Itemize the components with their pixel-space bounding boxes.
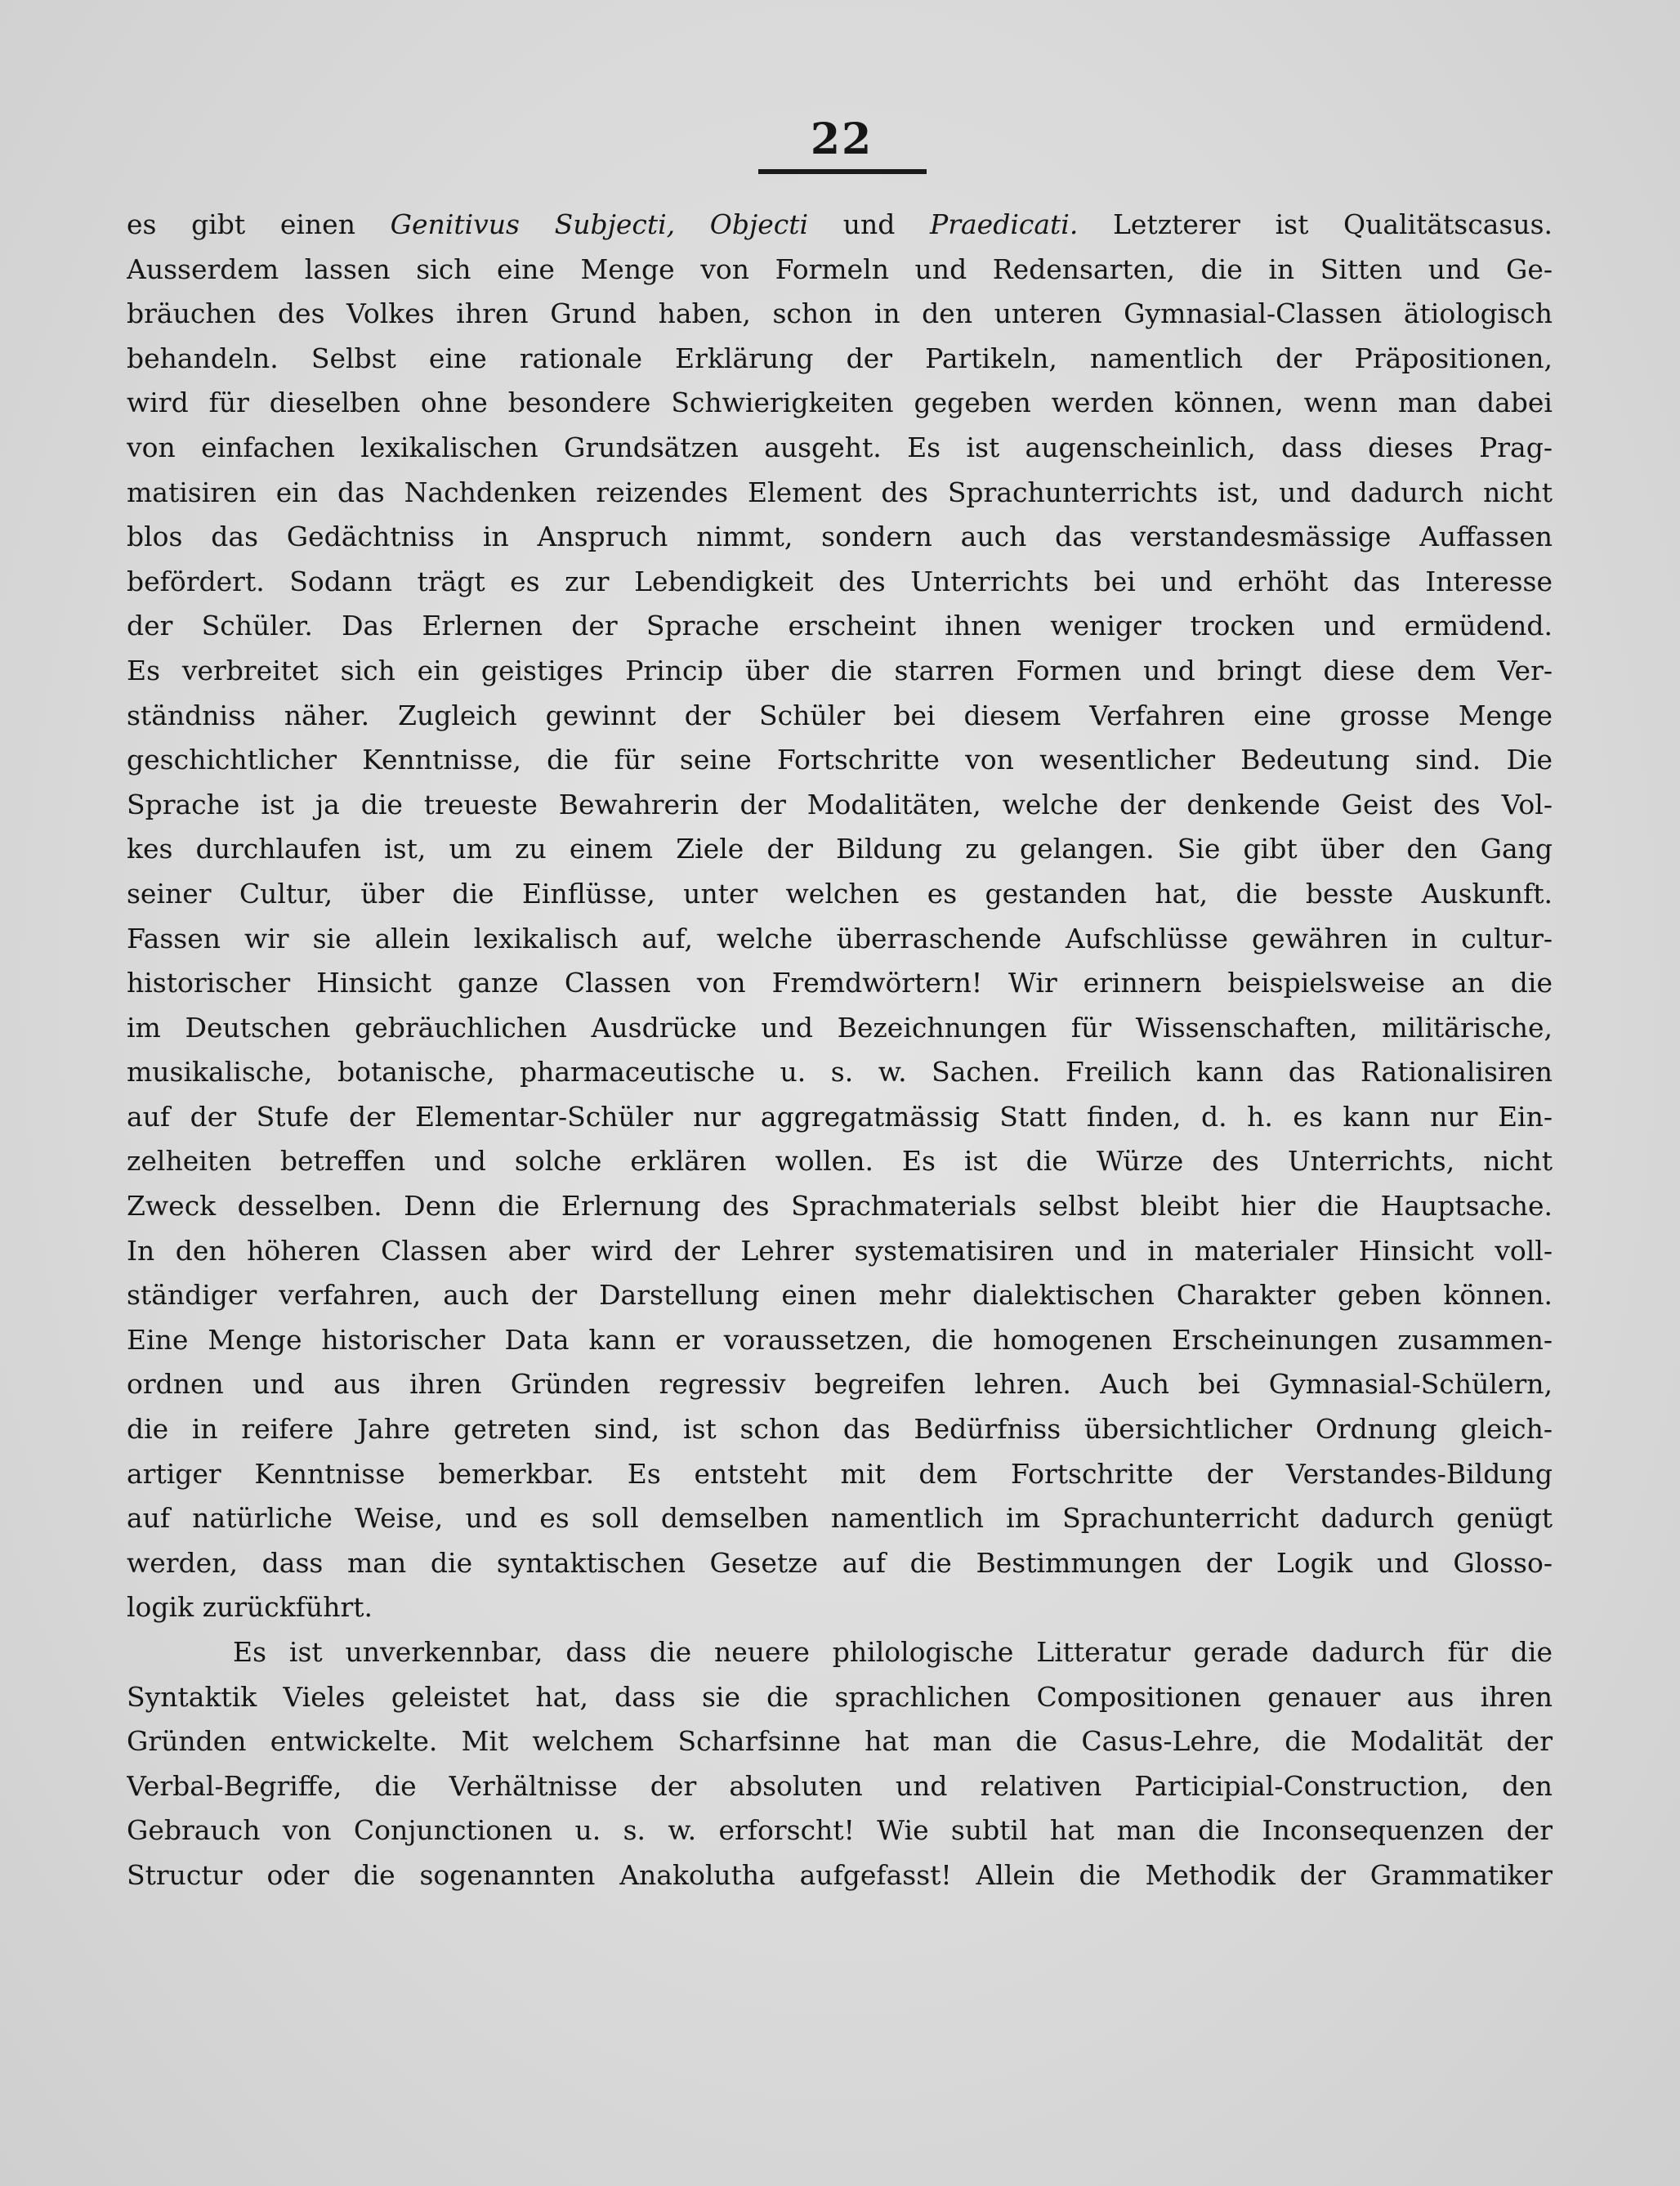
text-run: Fassen wir sie allein lexikalisch auf, welche überraschende Aufschlüsse gewähren in cultur- [127, 922, 1553, 954]
text-line [127, 917, 1553, 962]
text-line [127, 381, 1553, 426]
text-line [127, 248, 1553, 293]
text-run: Gebrauch von Conjunctionen u. s. w. erforscht! Wie subtil hat man die Inconsequenzen der [127, 1814, 1553, 1847]
text-run: geschichtlicher Kenntnisse, die für seine Fortschritte von wesentlicher Bedeutung sind. Die [127, 744, 1553, 776]
text-line [127, 1095, 1553, 1140]
text-line [127, 1050, 1553, 1095]
text-run: Eine Menge historischer Data kann er voraussetzen, die homogenen Erscheinungen zusammen- [127, 1323, 1553, 1356]
body-text [127, 203, 1553, 1898]
text-line [127, 1273, 1553, 1318]
text-run: auf der Stufe der Elementar-Schüler nur aggregatmässig Statt finden, d. h. es kann nur Ein- [127, 1100, 1553, 1133]
text-run: ordnen und aus ihren Gründen regressiv begreifen lehren. Auch bei Gymnasial-Schülern, [127, 1368, 1553, 1401]
text-run: seiner Cultur, über die Einflüsse, unter welchen es gestanden hat, die besste Auskunft. [127, 877, 1553, 910]
text-line [127, 292, 1553, 337]
text-run: im Deutschen gebräuchlichen Ausdrücke und Bezeichnungen für Wissenschaften, militärische, [127, 1011, 1553, 1044]
text-line [127, 1541, 1553, 1586]
text-line [127, 1006, 1553, 1051]
text-run: musikalische, botanische, pharmaceutische u. s. w. Sachen. Freilich kann das Rationalisiren [127, 1056, 1553, 1089]
text-line [127, 203, 1553, 248]
text-run: blos das Gedächtniss in Anspruch nimmt, sondern auch das verstandesmässige Auffassen [127, 521, 1553, 553]
text-line [127, 1139, 1553, 1184]
text-line [127, 1407, 1553, 1452]
text-line [127, 604, 1553, 649]
text-run: der Schüler. Das Erlernen der Sprache erscheint ihnen weniger trocken und ermüdend. [127, 610, 1553, 642]
text-run: wird für dieselben ohne besondere Schwierigkeiten gegeben werden können, wenn man dabei [127, 387, 1553, 419]
text-line [127, 560, 1553, 605]
text-line [127, 961, 1553, 1006]
text-run: logik zurückführt. [127, 1591, 373, 1624]
text-line [127, 1496, 1553, 1541]
text-run: ständniss näher. Zugleich gewinnt der Schüler bei diesem Verfahren eine grosse Menge [127, 699, 1553, 731]
text-line [127, 515, 1553, 560]
text-run: Es verbreitet sich ein geistiges Princip über die starren Formen und bringt diese dem Ver- [127, 654, 1553, 686]
text-line [127, 1184, 1553, 1229]
text-run: auf natürliche Weise, und es soll demselben namentlich im Sprachunterricht dadurch genügt [127, 1502, 1553, 1535]
text-run: befördert. Sodann trägt es zur Lebendigkeit des Unterrichts bei und erhöht das Interesse [127, 565, 1553, 597]
text-line [127, 827, 1553, 872]
text-run: Ausserdem lassen sich eine Menge von Formeln und Redensarten, die in Sitten und Ge- [127, 253, 1553, 285]
text-run: historischer Hinsicht ganze Classen von Fremdwörtern! Wir erinnern beispielsweise an die [127, 967, 1553, 999]
text-line [127, 426, 1553, 471]
text-line [127, 872, 1553, 917]
text-line [127, 1808, 1553, 1853]
text-run: bräuchen des Volkes ihren Grund haben, schon in den unteren Gymnasial-Classen ätiologisch [127, 297, 1553, 330]
text-line [127, 471, 1553, 516]
text-run: werden, dass man die syntaktischen Gesetze auf die Bestimmungen der Logik und Glosso- [127, 1546, 1553, 1579]
text-line [127, 738, 1553, 783]
text-line [127, 1229, 1553, 1274]
text-line [127, 1318, 1553, 1363]
text-line [127, 1630, 1553, 1675]
text-run: Letzterer ist Qualitätscasus. [1078, 208, 1553, 240]
text-run: Sprache ist ja die treueste Bewahrerin der Modalitäten, welche der denkende Geist des Vol- [127, 788, 1553, 820]
text-run: es gibt einen [127, 208, 391, 240]
text-line [127, 1585, 1553, 1630]
page-number-rule [758, 169, 927, 174]
text-run: Syntaktik Vieles geleistet hat, dass sie die sprachlichen Compositionen genauer aus ihren [127, 1680, 1553, 1713]
italic-text: Genitivus Subjecti, Objecti [390, 208, 809, 240]
text-run: kes durchlaufen ist, um zu einem Ziele der Bildung zu gelangen. Sie gibt über den Gang [127, 833, 1553, 865]
text-line [127, 1675, 1553, 1720]
text-run: ständiger verfahren, auch der Darstellung einen mehr dialektischen Charakter geben können. [127, 1279, 1553, 1312]
text-line [127, 337, 1553, 382]
text-run: matisiren ein das Nachdenken reizendes Element des Sprachunterrichts ist, und dadurch nicht [127, 476, 1553, 508]
text-run: die in reifere Jahre getreten sind, ist schon das Bedürfniss übersichtlicher Ordnung gleich- [127, 1413, 1553, 1446]
text-run: von einfachen lexikalischen Grundsätzen ausgeht. Es ist augenscheinlich, dass dieses Prag- [127, 431, 1553, 463]
text-line [127, 1764, 1553, 1809]
text-run: behandeln. Selbst eine rationale Erklärung der Partikeln, namentlich der Präpositionen, [127, 342, 1553, 374]
text-line [127, 783, 1553, 828]
text-line [127, 649, 1553, 694]
text-run: Es ist unverkennbar, dass die neuere philologische Litteratur gerade dadurch für die [233, 1636, 1553, 1668]
italic-text: Praedicati. [930, 208, 1079, 240]
text-line [127, 694, 1553, 739]
text-run: Zweck desselben. Denn die Erlernung des Sprachmaterials selbst bleibt hier die Hauptsache. [127, 1190, 1553, 1223]
text-line [127, 1719, 1553, 1764]
text-run: Structur oder die sogenannten Anakolutha aufgefasst! Allein die Methodik der Grammatiker [127, 1858, 1553, 1891]
text-line [127, 1362, 1553, 1407]
text-run: Verbal-Begriffe, die Verhältnisse der absoluten und relativen Participial-Construction, den [127, 1769, 1553, 1802]
page-number: 22 [810, 114, 874, 164]
text-line [127, 1853, 1553, 1898]
text-run: artiger Kenntnisse bemerkbar. Es entsteht mit dem Fortschritte der Verstandes-Bildung [127, 1457, 1553, 1490]
text-run: zelheiten betreffen und solche erklären wollen. Es ist die Würze des Unterrichts, nicht [127, 1145, 1553, 1178]
text-run: In den höheren Classen aber wird der Lehrer systematisiren und in materialer Hinsicht voll- [127, 1234, 1553, 1267]
text-line [127, 1452, 1553, 1497]
text-run: und [808, 208, 931, 240]
text-run: Gründen entwickelte. Mit welchem Scharfsinne hat man die Casus-Lehre, die Modalität der [127, 1725, 1553, 1758]
